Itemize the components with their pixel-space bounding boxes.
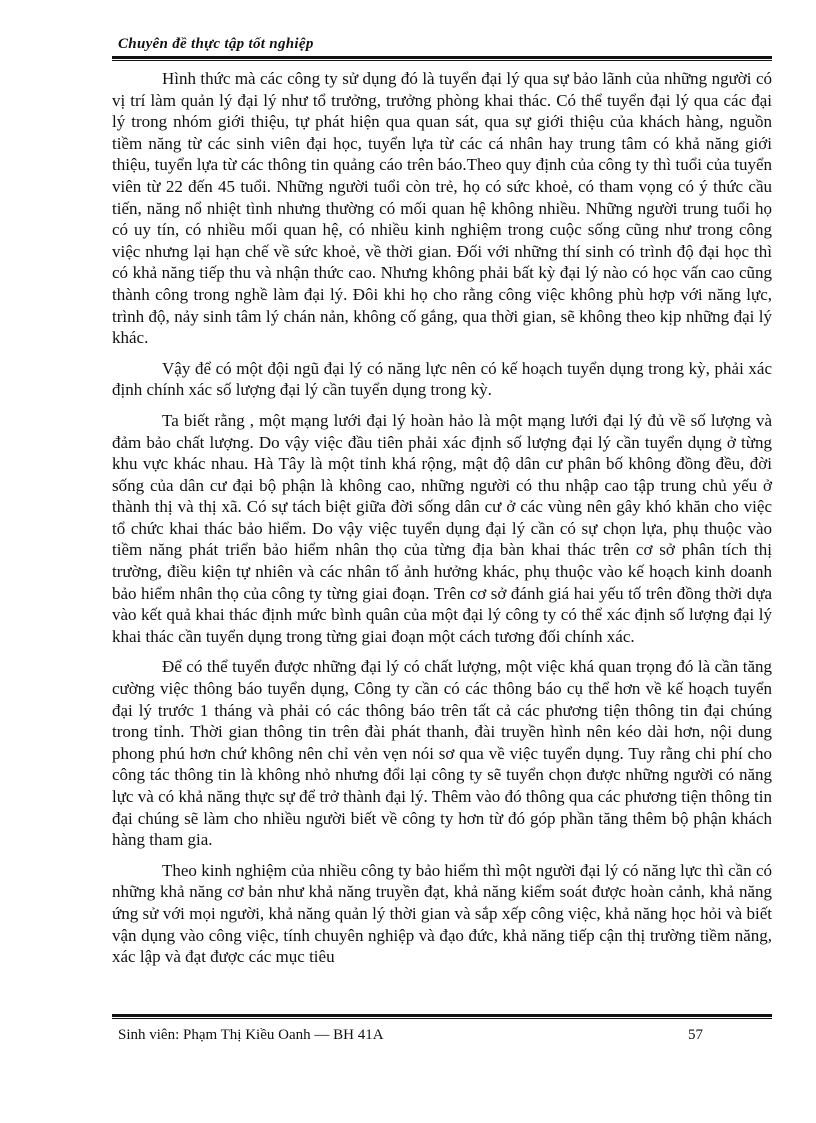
paragraph-4: Để có thể tuyển được những đại lý có chất lượng, một việc khá quan trọng đó là cần tăng cường việc thông báo tuyển dụng, Công ty cần có các thông báo cụ thể hơn về kế hoạch tuyển đại lý trước 1 tháng và phải có các thông báo trên tất cả các phương tiện thông tin đại chúng trong tỉnh. Thời gian thông tin trên đài phát thanh, đài truyền hình nên kéo dài hơn, nội dung phong phú hơn chứ không nên chỉ vẻn vẹn nói sơ qua về việc tuyển dụng. Tuy rằng chi phí cho công tác thông tin là không nhỏ nhưng đổi lại công ty sẽ tuyển chọn được những người có năng lực và có khả năng thực sự để trở thành đại lý. Thêm vào đó thông qua các phương tiện thông tin đại chúng sẽ làm cho nhiều người biết về công ty hơn từ đó góp phần tăng thêm bộ phận khách hàng tham gia.	[112, 657, 772, 850]
paragraph-2: Vậy để có một đội ngũ đại lý có năng lực nên có kế hoạch tuyển dụng trong kỳ, phải xác định chính xác số lượng đại lý cần tuyển dụng trong kỳ.	[112, 358, 772, 400]
header-rule-thin	[112, 60, 772, 61]
header-title: Chuyên đề thực tập tốt nghiệp	[118, 36, 314, 52]
paragraph-5: Theo kinh nghiệm của nhiều công ty bảo hiểm thì một người đại lý có năng lực thì cần có những khả năng cơ bản như khả năng truyền đạt, khả năng kiểm soát được hoàn cảnh, khả năng ứng sử với mọi người, khả năng quản lý thời gian và sắp xếp công việc, khả năng học hỏi và biết vận dụng vào công việc, tính chuyên nghiệp và đạo đức, khả năng tiếp cận thị trường tiềm năng, xác lập và đạt được các mục tiêu	[112, 860, 772, 967]
paragraph-1: Hình thức mà các công ty sử dụng đó là tuyển đại lý qua sự bảo lãnh của những người có vị trí làm quản lý đại lý như tổ trưởng, trưởng phòng khai thác. Có thể tuyển đại lý qua các đại lý trong nhóm giới thiệu, tự phát hiện qua quan sát, qua sự giới thiệu của khách hàng, nguồn tiềm năng từ các sinh viên đại học, tuyển lựa từ các cá nhân hay trung tâm có khả năng giới thiệu, tuyển lựa từ các thông tin quảng cáo trên báo.Theo quy định của công ty thì tuổi của tuyển viên từ 22 đến 45 tuổi. Những người tuổi còn trẻ, họ có sức khoẻ, có tham vọng có ý thức cầu tiến, năng nổ nhiệt tình nhưng thường có mối quan hệ không nhiều. Những người trung tuổi họ có uy tín, có nhiều mối quan hệ, có nhiều kinh nghiệm trong cuộc sống cũng như trong công việc nhưng lại hạn chế về sức khoẻ, về thời gian. Đối với những thí sinh có trình độ đại học thì có khả năng tiếp thu và nhận thức cao. Nhưng không phải bất kỳ đại lý nào có học vấn cao cũng thành công trong nghề làm đại lý. Đôi khi họ cho rằng công việc không phù hợp với năng lực, trình độ, nảy sinh tâm lý chán nản, không cố gắng, qua thời gian, sẽ không theo kịp những đại lý khác.	[112, 69, 772, 348]
header-rule	[112, 56, 772, 59]
footer-rule-thin	[112, 1018, 772, 1019]
paragraph-3: Ta biết rằng , một mạng lưới đại lý hoàn hảo là một mạng lưới đại lý đủ về số lượng và đảm bảo chất lượng. Do vậy việc đầu tiên phải xác định số lượng đại lý cần tuyển dụng ở từng khu vực khác nhau. Hà Tây là một tỉnh khá rộng, mật độ dân cư phân bố không đồng đều, đời sống của dân cư đại bộ phận là không cao, những người có thu nhập cao tập trung chủ yếu ở thành thị và thị xã. Có sự tách biệt giữa đời sống dân cư ở các vùng nên gây khó khăn cho việc tổ chức khai thác bảo hiểm. Do vậy việc tuyển dụng đại lý cần có sự chọn lựa, phụ thuộc vào tiềm năng phát triển bảo hiểm nhân thọ của từng địa bàn khai thác trên cơ sở phân tích thị trường, điều kiện tự nhiên và các nhân tố ảnh hưởng khác, phụ thuộc vào kế hoạch kinh doanh bảo hiểm nhân thọ của công ty từng giai đoạn. Trên cơ sở đánh giá hai yếu tố trên đồng thời dựa vào kết quả khai thác định mức bình quân của một đại lý công ty có thể xác định số lượng đại lý khai thác cần tuyển dụng trong từng giai đoạn một cách tương đối chính xác.	[112, 410, 772, 646]
body-text	[112, 68, 772, 977]
footer-rule	[112, 1014, 772, 1017]
footer-author: Sinh viên: Phạm Thị Kiều Oanh — BH 41A	[118, 1027, 384, 1043]
page-number: 57	[688, 1027, 703, 1043]
